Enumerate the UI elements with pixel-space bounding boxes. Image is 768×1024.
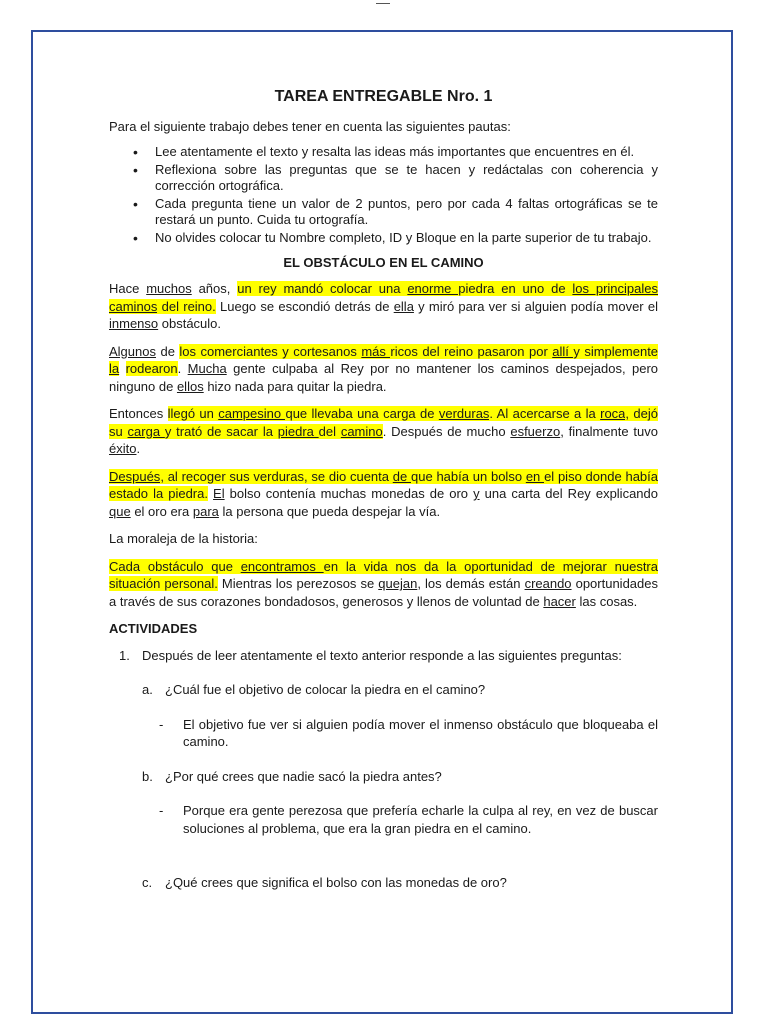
story-title: EL OBSTÁCULO EN EL CAMINO bbox=[283, 254, 484, 270]
subquestion-b bbox=[109, 768, 658, 786]
answer-text: Porque era gente perezosa que prefería echarle la culpa al rey, en vez de buscar soluciones al problema, que era la gran piedra en el camino. bbox=[183, 803, 658, 836]
guideline-item: • Cada pregunta tiene un valor de 2 puntos, pero por cada 4 faltas ortográficas se te restará un punto. Cuida tu ortografía. bbox=[155, 196, 658, 228]
document-body bbox=[109, 86, 658, 909]
guideline-item: • Reflexiona sobre las preguntas que se te hacen y redáctalas con coherencia y corrección ortográfica. bbox=[155, 162, 658, 194]
story-paragraph-2: Algunos de los comerciantes y cortesanos más ricos del reino pasaron por allí y simplemente la rodearon. Mucha gente culpaba al Rey por no mantener los caminos despejados, pero ninguno de ellos hizo nada para quitar la piedra. bbox=[109, 343, 659, 394]
subquestion-letter: a. bbox=[142, 682, 153, 697]
document-title: TAREA ENTREGABLE Nro. 1 bbox=[274, 88, 493, 105]
story-paragraph-3: Entonces llegó un campesino que llevaba una carga de verduras. Al acercarse a la roca, dejó su carga y trató de sacar la piedra del camino. Después de mucho esfuerzo, finalmente tuvo éxito. bbox=[109, 406, 658, 456]
activities-heading: ACTIVIDADES bbox=[109, 621, 198, 636]
subquestion-letter: b. bbox=[142, 768, 153, 784]
subquestion-c bbox=[109, 874, 658, 892]
header-mark bbox=[376, 0, 390, 4]
subquestion-text: ¿Por qué crees que nadie sacó la piedra antes? bbox=[165, 768, 442, 784]
guidelines-list bbox=[109, 144, 658, 246]
answer-b bbox=[109, 802, 658, 837]
guideline-item: • No olvides colocar tu Nombre completo, ID y Bloque en la parte superior de tu trabajo. bbox=[155, 230, 658, 246]
question-1 bbox=[109, 647, 658, 665]
guideline-item: • Lee atentamente el texto y resalta las ideas más importantes que encuentres en él. bbox=[155, 144, 658, 160]
spacer bbox=[109, 854, 658, 874]
moral-paragraph: Cada obstáculo que encontramos en la vida nos da la oportunidad de mejorar nuestra situación personal. Mientras los perezosos se quejan, los demás están creando oportunidades a través de sus corazones bondadosos, generosos y llenos de voluntad de hacer las cosas. bbox=[109, 558, 658, 609]
subquestion-text: ¿Cuál fue el objetivo de colocar la piedra en el camino? bbox=[165, 682, 486, 697]
subquestion-text: ¿Qué crees que significa el bolso con las monedas de oro? bbox=[165, 875, 507, 890]
answer-a bbox=[109, 716, 658, 751]
question-text: Después de leer atentamente el texto anterior responde a las siguientes preguntas: bbox=[142, 647, 622, 663]
moral-label: La moraleja de la historia: bbox=[109, 531, 258, 546]
question-number: 1. bbox=[119, 647, 130, 663]
answer-dash: - bbox=[159, 803, 164, 818]
story-paragraph-1: Hace muchos años, un rey mandó colocar una enorme piedra en uno de los principales caminos del reino. Luego se escondió detrás de ella y miró para ver si alguien podía mover el inmenso obstáculo. bbox=[109, 281, 658, 331]
subquestion-letter: c. bbox=[142, 875, 153, 890]
story-paragraph-4: Después, al recoger sus verduras, se dio cuenta de que había un bolso en el piso donde había estado la piedra. El bolso contenía muchas monedas de oro y una carta del Rey explicando que el oro era para la persona que pueda despejar la vía. bbox=[109, 468, 659, 519]
subquestion-a bbox=[109, 681, 658, 699]
answer-dash: - bbox=[159, 716, 164, 732]
instructions-intro: Para el siguiente trabajo debes tener en cuenta las siguientes pautas: bbox=[109, 119, 511, 134]
answer-text: El objetivo fue ver si alguien podía mover el inmenso obstáculo que bloqueaba el camino. bbox=[183, 716, 658, 749]
